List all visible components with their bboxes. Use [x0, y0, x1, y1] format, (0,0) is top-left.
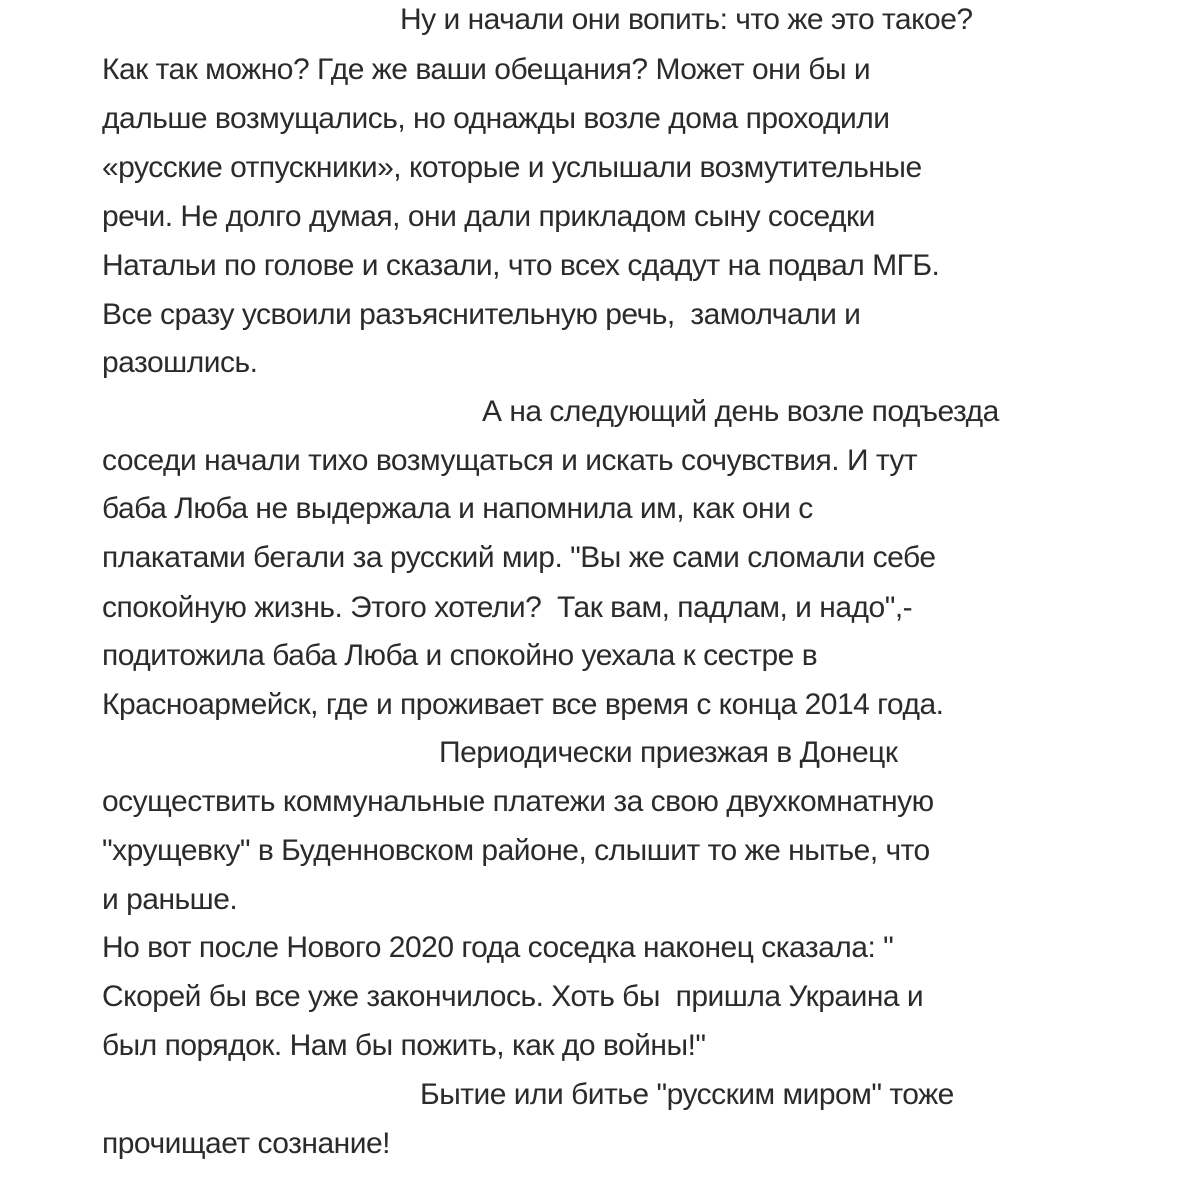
text-line: и раньше.: [102, 883, 238, 916]
text-line: Скорей бы все уже закончилось. Хоть бы пришла Украина и: [102, 980, 924, 1013]
text-line: разошлись.: [102, 346, 258, 379]
text-line: спокойную жизнь. Этого хотели? Так вам, падлам, и надо",-: [102, 591, 913, 624]
text-line: речи. Не долго думая, они дали прикладом сыну соседки: [102, 200, 875, 233]
text-line: плакатами бегали за русский мир. "Вы же сами сломали себе: [102, 541, 936, 574]
text-line: баба Люба не выдержала и напомнила им, как они с: [102, 492, 813, 525]
text-line: Как так можно? Где же ваши обещания? Может они бы и: [102, 53, 871, 86]
text-line: дальше возмущались, но однажды возле дома проходили: [102, 102, 890, 135]
text-line: Периодически приезжая в Донецк: [439, 736, 898, 769]
text-line: Натальи по голове и сказали, что всех сдадут на подвал МГБ.: [102, 249, 940, 282]
text-line: был порядок. Нам бы пожить, как до войны!": [102, 1029, 706, 1062]
text-line: прочищает сознание!: [102, 1127, 391, 1160]
text-line: "хрущевку" в Буденновском районе, слышит то же нытье, что: [102, 834, 930, 867]
text-line: А на следующий день возле подъезда: [482, 395, 999, 428]
text-line: Ну и начали они вопить: что же это такое?: [400, 3, 973, 36]
text-line: Все сразу усвоили разъяснительную речь, замолчали и: [102, 298, 861, 331]
text-line: осуществить коммунальные платежи за свою двухкомнатную: [102, 785, 934, 818]
text-line: Но вот после Нового 2020 года соседка наконец сказала: ": [102, 931, 894, 964]
text-line: «русские отпускники», которые и услышали возмутительные: [102, 151, 922, 184]
text-line: Красноармейск, где и проживает все время с конца 2014 года.: [102, 688, 944, 721]
text-line: соседи начали тихо возмущаться и искать сочувствия. И тут: [102, 444, 918, 477]
text-line: Бытие или битье "русским миром" тоже: [420, 1078, 954, 1111]
text-line: подитожила баба Люба и спокойно уехала к сестре в: [102, 639, 818, 672]
